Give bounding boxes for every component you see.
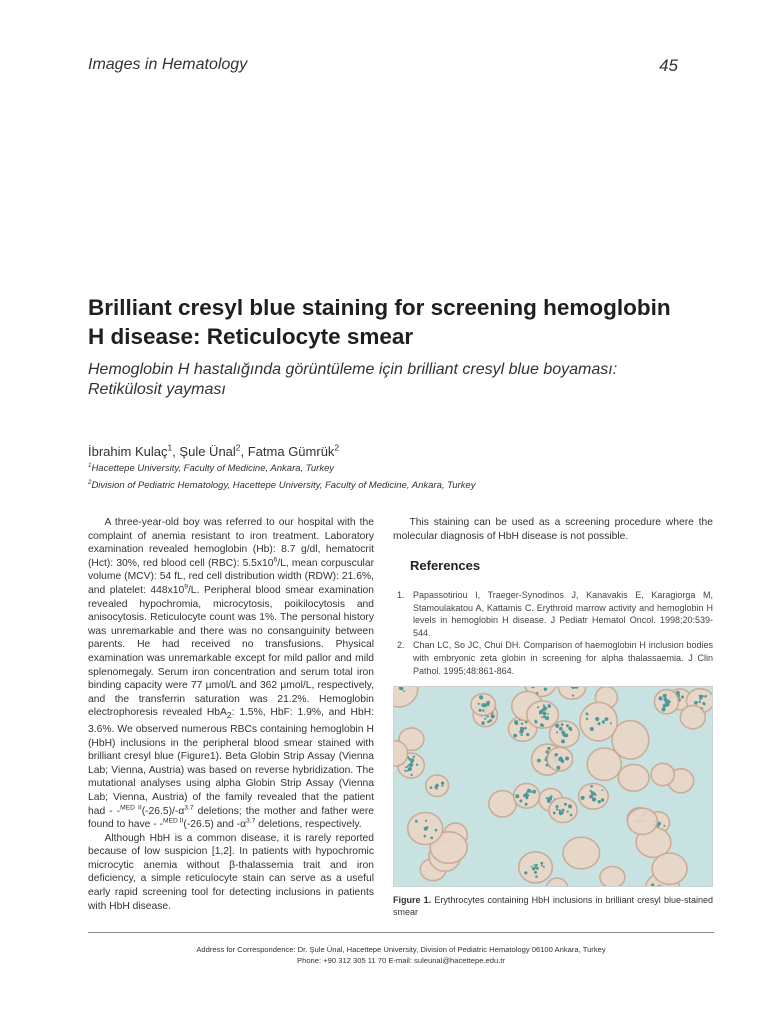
inclusion-dot <box>487 720 490 723</box>
inclusion-dot <box>435 829 438 832</box>
inclusion-dot <box>540 723 544 727</box>
inclusion-dot <box>542 708 545 711</box>
affiliation-mark: 2 <box>88 478 92 486</box>
author-affiliation-mark: 2 <box>334 442 340 453</box>
reference-item <box>393 589 713 639</box>
micrograph-figure <box>393 686 713 887</box>
hbh-inclusion-cell <box>471 694 496 716</box>
inclusion-dot <box>526 733 529 736</box>
inclusion-dot <box>590 795 592 797</box>
superscript: MED II <box>120 804 142 812</box>
hbh-inclusion-cell <box>514 784 540 809</box>
erythrocyte <box>489 791 516 817</box>
inclusion-dot <box>581 796 585 800</box>
inclusion-dot <box>598 800 601 803</box>
inclusion-dot <box>556 731 558 733</box>
inclusion-dot <box>586 713 589 716</box>
author-affiliation-mark: 1 <box>167 442 173 453</box>
inclusion-dot <box>548 748 550 750</box>
inclusion-dot <box>524 871 527 874</box>
superscript: 9 <box>184 583 188 591</box>
inclusion-dot <box>525 797 528 800</box>
author-separator: , <box>172 444 180 459</box>
inclusion-dot <box>424 827 428 831</box>
inclusion-dot <box>565 757 569 761</box>
inclusion-dot <box>481 721 485 725</box>
inclusion-dot <box>658 696 662 700</box>
blood-smear-image <box>394 687 713 887</box>
erythrocyte <box>563 837 600 869</box>
inclusion-dot <box>478 703 480 705</box>
inclusion-dot <box>651 883 654 886</box>
inclusion-dot <box>663 825 665 827</box>
erythrocyte <box>600 867 625 888</box>
inclusion-dot <box>521 723 523 725</box>
erythrocyte <box>652 853 687 884</box>
correspondence-footer <box>88 945 714 966</box>
body-text: A three-year-old boy was referred to our hospital with the complaint of anemia resistant to iron treatment. Laboratory examination revealed hemoglobin (Hb): 8.7 g/dl, hematocrit (Hct): 30%, red blood cell (RBC): 5.5x10 <box>88 517 374 569</box>
figure-caption-text: Erythrocytes containing HbH inclusions in brilliant cresyl blue-stained smear <box>393 895 713 917</box>
reference-list <box>393 589 713 677</box>
hbh-inclusion-cell <box>547 747 572 771</box>
reference-number: 2. <box>397 640 405 651</box>
inclusion-dot <box>562 809 565 812</box>
inclusion-dot <box>668 701 671 704</box>
inclusion-dot <box>610 722 612 724</box>
inclusion-dot <box>534 871 537 874</box>
article-subtitle: Hemoglobin H hastalığında görüntüleme için brilliant cresyl blue boyaması: Retikülosit yayması <box>88 361 618 398</box>
inclusion-dot <box>555 724 559 728</box>
inclusion-dot <box>543 866 545 868</box>
inclusion-dot <box>524 727 527 730</box>
footer-rule <box>88 932 714 933</box>
reference-text: Chan LC, So JC, Chui DH. Comparison of haemoglobin H inclusion bodies with embryonic zeta globin in screening for alpha thalassaemia. J Clin Pathol. 1995;48:861-864. <box>413 640 713 676</box>
inclusion-dot <box>694 701 698 705</box>
inclusion-dot <box>543 715 546 718</box>
body-text: /L. Peripheral blood smear examination revealed hypochromia, microcytosis, poikilocytosis and anisocytosis. Reticulocyte count was 1%. The personal history was unremarkable and there was no consanguinity between parents. He had received no transfusions. Physical examination was unremarkable except for mild pallor and mild splenomegaly. Serum iron concentration and serum total iron binding capacity were 77 µmol/L and 362 µmol/L, respectively, and the transferrin saturation was 21.2%. Hemoglobin electrophoresis revealed HbA <box>88 584 374 719</box>
superscript: 6 <box>273 556 278 564</box>
inclusion-dot <box>425 820 427 822</box>
inclusion-dot <box>570 814 573 817</box>
inclusion-dot <box>555 753 558 756</box>
inclusion-dot <box>661 708 665 712</box>
inclusion-dot <box>519 730 522 733</box>
inclusion-dot <box>681 696 684 699</box>
erythrocyte <box>680 706 705 729</box>
inclusion-dot <box>406 766 408 768</box>
inclusion-dot <box>704 695 707 698</box>
inclusion-dot <box>663 698 667 702</box>
inclusion-dot <box>535 864 538 867</box>
body-text: deletions; the mother and father were found to have - - <box>88 805 375 831</box>
inclusion-dot <box>556 808 558 810</box>
inclusion-dot <box>556 766 560 770</box>
inclusion-dot <box>561 723 564 726</box>
inclusion-dot <box>553 812 556 815</box>
inclusion-dot <box>699 697 702 700</box>
inclusion-dot <box>527 789 531 793</box>
inclusion-dot <box>404 770 406 772</box>
superscript: 3.7 <box>246 817 256 825</box>
body-text: deletions, respectively. <box>255 819 362 831</box>
inclusion-dot <box>541 865 543 867</box>
inclusion-dot <box>568 804 572 808</box>
superscript: 3.7 <box>184 804 194 812</box>
erythrocyte <box>651 763 674 785</box>
inclusion-dot <box>567 811 569 813</box>
hbh-inclusion-cell <box>580 702 617 741</box>
hbh-inclusion-cell <box>579 784 609 810</box>
inclusion-dot <box>515 794 519 798</box>
body-paragraph: Although HbH is a common disease, it is rarely reported because of low suspicion [1,2]. In patients with hypochromic microcytic anemia without β-thalassemia trait and iron deficiency, a simple reticulocyte stain can serve as a useful early rapid screening tool for detecting inclusions in patients with HbH disease. <box>88 832 374 912</box>
inclusion-dot <box>441 785 443 787</box>
inclusion-dot <box>519 799 522 802</box>
inclusion-dot <box>430 837 433 840</box>
inclusion-dot <box>413 756 415 758</box>
figure-label: Figure 1. <box>393 895 432 905</box>
inclusion-dot <box>408 764 410 766</box>
inclusion-dot <box>415 820 418 823</box>
inclusion-dot <box>586 718 588 720</box>
references-heading: References <box>410 558 481 573</box>
inclusion-dot <box>537 759 541 763</box>
inclusion-dot <box>483 704 485 706</box>
inclusion-dot <box>550 795 553 798</box>
body-paragraph: This staining can be used as a screening procedure where the molecular diagnosis of HbH disease is not possible. <box>393 517 713 542</box>
inclusion-dot <box>547 798 549 800</box>
author-name: İbrahim Kulaç <box>88 444 168 459</box>
hbh-inclusion-cell <box>408 813 443 845</box>
inclusion-dot <box>560 756 562 758</box>
affiliation <box>88 463 334 474</box>
inclusion-dot <box>564 803 567 806</box>
inclusion-dot <box>601 798 604 801</box>
inclusion-dot <box>436 788 438 790</box>
inclusion-dot <box>663 704 665 706</box>
hbh-inclusion-cell <box>426 775 449 797</box>
inclusion-dot <box>409 763 413 767</box>
author-affiliation-mark: 2 <box>235 442 241 453</box>
inclusion-dot <box>416 764 418 766</box>
inclusion-dot <box>563 731 565 733</box>
inclusion-dot <box>568 727 571 730</box>
inclusion-dot <box>513 734 517 738</box>
inclusion-dot <box>491 714 495 718</box>
author-separator: , <box>240 444 248 459</box>
page-number: 45 <box>659 56 678 75</box>
author-list <box>88 444 339 459</box>
inclusion-dot <box>559 809 561 811</box>
hbh-inclusion-cell <box>527 701 559 728</box>
inclusion-dot <box>561 739 565 743</box>
inclusion-dot <box>543 711 547 715</box>
hbh-inclusion-cell <box>549 798 577 823</box>
inclusion-dot <box>532 790 536 794</box>
affiliation <box>88 480 475 491</box>
inclusion-dot <box>598 722 601 725</box>
article-title: Brilliant cresyl blue staining for screening hemoglobin H disease: Reticulocyte smear <box>88 295 671 349</box>
inclusion-dot <box>572 694 574 696</box>
hbh-inclusion-cell <box>519 852 553 883</box>
inclusion-dot <box>435 784 439 788</box>
inclusion-dot <box>593 798 596 801</box>
running-head: Images in Hematology <box>88 56 248 73</box>
inclusion-dot <box>547 704 551 708</box>
body-paragraph <box>88 516 374 832</box>
inclusion-dot <box>559 727 563 731</box>
inclusion-dot <box>663 694 667 698</box>
inclusion-dot <box>410 774 412 776</box>
author-name: Fatma Gümrük <box>247 444 335 459</box>
inclusion-dot <box>520 727 523 730</box>
inclusion-dot <box>525 803 528 806</box>
affiliation-text: Hacettepe University, Faculty of Medicine, Ankara, Turkey <box>91 463 335 474</box>
inclusion-dot <box>531 866 533 868</box>
reference-number: 1. <box>397 590 405 600</box>
inclusion-dot <box>521 734 523 736</box>
inclusion-dot <box>409 758 412 761</box>
inclusion-dot <box>424 835 427 838</box>
body-text: /L, mean corpuscular volume (MCV): 54 fL, red cell distribution width (RDW): 21.6%, and platelet: 448x10 <box>88 557 375 596</box>
inclusion-dot <box>602 720 605 723</box>
affiliation-mark: 1 <box>88 461 92 469</box>
inclusion-dot <box>441 781 444 784</box>
subscript: 2 <box>226 710 232 721</box>
inclusion-dot <box>547 713 549 715</box>
inclusion-dot <box>590 727 594 731</box>
inclusion-dot <box>537 706 539 708</box>
inclusion-dot <box>703 703 706 706</box>
inclusion-dot <box>540 862 543 865</box>
body-text: (-26.5)/-α <box>141 805 185 817</box>
inclusion-dot <box>484 718 486 720</box>
inclusion-dot <box>486 702 490 706</box>
inclusion-dot <box>563 733 567 737</box>
inclusion-dot <box>534 867 536 869</box>
correspondence-address: Address for Correspondence: Dr. Şule Ünal, Hacettepe University, Division of Pediatric Hematology 06100 Ankara, Turkey <box>196 945 606 954</box>
correspondence-contact: Phone: +90 312 305 11 70 E-mail: suleunal@hacettepe.edu.tr <box>297 955 505 965</box>
body-text: (-26.5) and -α <box>183 819 247 831</box>
inclusion-dot <box>566 724 569 727</box>
inclusion-dot <box>407 770 409 772</box>
inclusion-dot <box>543 704 545 706</box>
inclusion-dot <box>698 701 701 704</box>
inclusion-dot <box>430 786 433 789</box>
inclusion-dot <box>411 758 414 761</box>
inclusion-dot <box>590 785 593 788</box>
inclusion-dot <box>556 805 559 808</box>
hbh-inclusion-cell <box>654 690 678 714</box>
inclusion-dot <box>479 709 482 712</box>
body-left-column <box>88 516 374 913</box>
author-name: Şule Ünal <box>179 444 236 459</box>
inclusion-dot <box>482 709 484 711</box>
inclusion-dot <box>539 711 543 715</box>
erythrocyte <box>627 808 657 834</box>
figure-caption <box>393 894 713 918</box>
inclusion-dot <box>544 688 547 691</box>
body-text: : 1.5%, HbF: 1.9%, and HbH: 3.6%. We observed numerous RBCs containing hemoglobin H (HbH) inclusions in the peripheral blood smear stained with brilliant cresyl blue (Figure1). Beta Globin Strip Assay (Vienna Lab; Vienna, Austria) was based on reverse hybridization. The mutational analyses using alpha Globin Strip Assay (Vienna Lab; Vienna, Austria) of the family revealed that the patient had - - <box>88 707 375 817</box>
erythrocyte <box>618 764 649 791</box>
inclusion-dot <box>541 716 543 718</box>
inclusion-dot <box>595 717 599 721</box>
inclusion-dot <box>515 722 518 725</box>
affiliation-text: Division of Pediatric Hematology, Hacettepe University, Faculty of Medicine, Ankara, Turkey <box>91 480 476 491</box>
inclusion-dot <box>601 789 603 791</box>
inclusion-dot <box>535 875 538 878</box>
reference-text: Papassotiriou I, Traeger-Synodinos J, Kanavakis E, Karagiorga M, Stamoulakatou A, Kattamis C. Erythroid marrow activity and hemoglobin H levels in hemoglobin H disease. J Pediatr Hematol Oncol. 1998;20:539-544. <box>413 590 713 638</box>
inclusion-dot <box>594 793 597 796</box>
inclusion-dot <box>605 717 609 721</box>
inclusion-dot <box>535 721 538 724</box>
reference-item <box>393 639 713 677</box>
inclusion-dot <box>480 696 483 699</box>
superscript: MED II <box>162 817 184 825</box>
inclusion-dot <box>403 690 405 692</box>
